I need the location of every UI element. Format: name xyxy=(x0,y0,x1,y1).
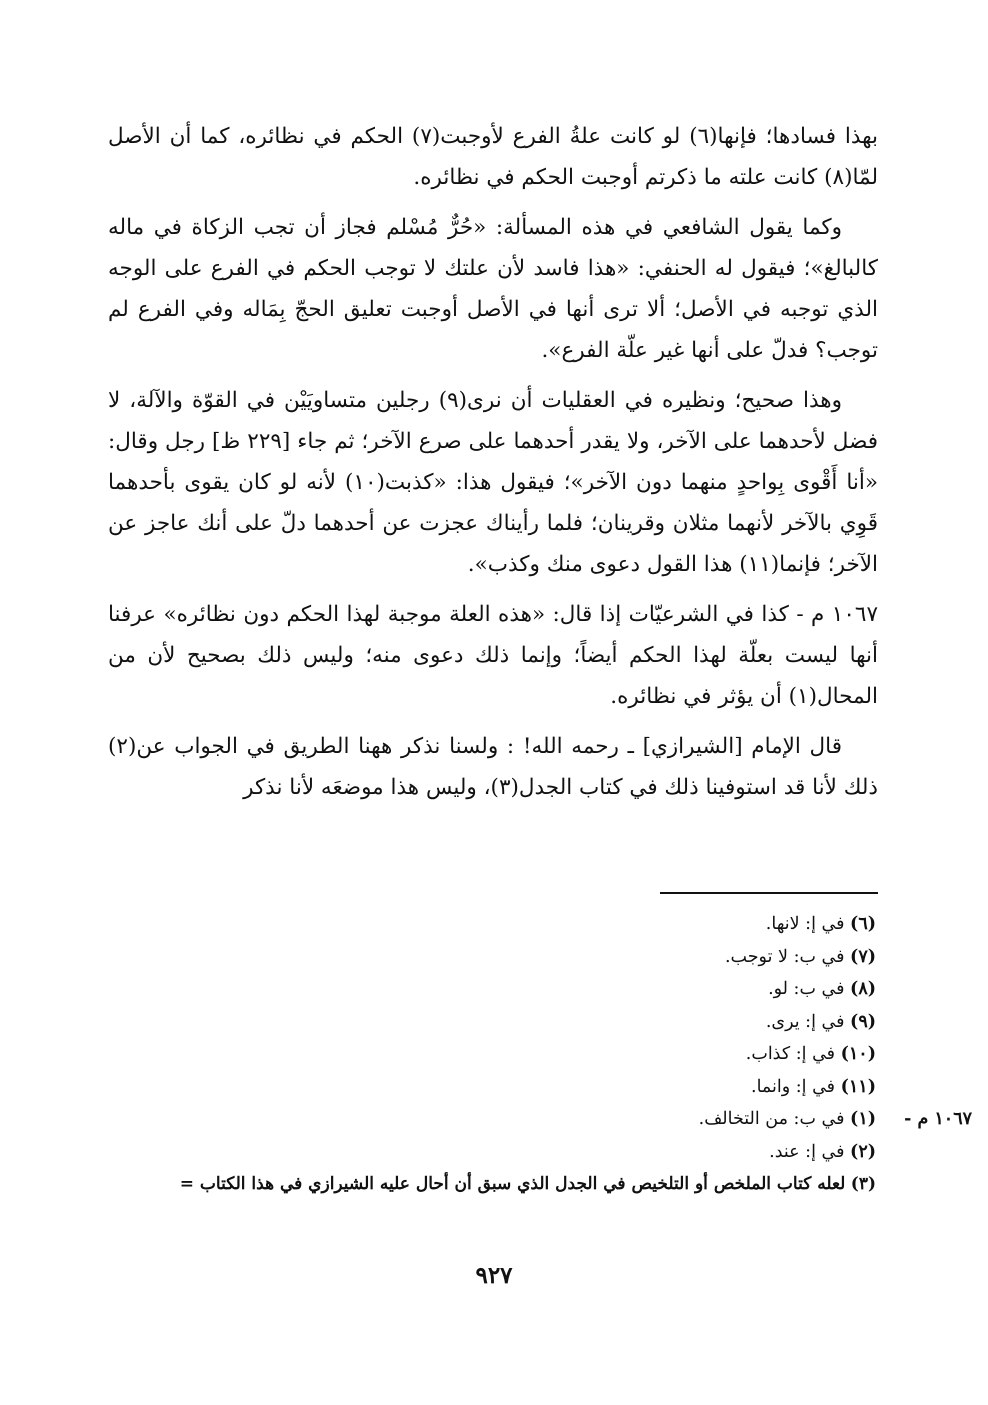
footnote xyxy=(90,941,876,974)
footnote-text: في ب: من التخالف. xyxy=(698,1109,845,1129)
footnote xyxy=(90,1038,876,1071)
footnote-text: في إ: وانما. xyxy=(751,1076,836,1097)
footnote-text: في ب: لو. xyxy=(768,979,845,999)
footnote xyxy=(90,1136,876,1169)
footnote-text: في إ: يرى. xyxy=(765,1011,845,1032)
paragraph-3: وهذا صحيح؛ ونظيره في العقليات أن نرى(٩) رجلين متساويَيْن في القوّة والآلة، لا فضل لأحدهما على الآخر، ولا يقدر أحدهما على صرع الآخر؛ ثم جاء [٢٢٩ ظ] رجل وقال: «أنا أَقْوى بِواحدٍ منهما دون الآخر»؛ فيقول هذا: «كذبت(١٠) لأنه لو كان يقوى بأحدهما قَوِي بالآخر لأنهما مثلان وقرينان؛ فلما رأيناك عجزت عن أحدهما دلّ على أنك عاجز عن الآخر؛ فإنما(١١) هذا القول دعوى منك وكذب». xyxy=(108,388,878,577)
paragraph-5: قال الإمام [الشيرازي] ـ رحمه الله! : ولسنا نذكر ههنا الطريق في الجواب عن(٢) ذلك لأنا قد استوفينا ذلك في كتاب الجدل(٣)، وليس هذا موضعَه لأنا نذكر xyxy=(108,734,878,800)
paragraph-1: بهذا فسادها؛ فإنها(٦) لو كانت علةُ الفرع لأوجبت(٧) الحكم في نظائره، كما أن الأصل لمّا(٨) كانت علته ما ذكرتم أوجبت الحكم في نظائره. xyxy=(108,124,878,190)
paragraph-2: وكما يقول الشافعي في هذه المسألة: «حُرٌّ مُسْلم فجاز أن تجب الزكاة في ماله كالبالغ»؛ فيقول له الحنفي: «هذا فاسد لأن علتك لا توجب الحكم في الفرع على الوجه الذي توجبه في الأصل؛ ألا ترى أنها في الأصل أوجبت تعليق الحجّ بِمَاله وفي الفرع لم توجب؟ فدلّ على أنها غير علّة الفرع». xyxy=(108,215,878,363)
page-number: ٩٢٧ xyxy=(475,1262,513,1289)
footnote xyxy=(90,908,876,941)
footnote-number: (٩) xyxy=(850,1011,876,1032)
footnote-text: في إ: عند. xyxy=(769,1141,845,1162)
footnote-number: (١) xyxy=(850,1109,876,1129)
main-text xyxy=(108,116,878,817)
footnote-number: (٨) xyxy=(850,979,876,999)
footnote-text: في إ: لانها. xyxy=(765,914,845,934)
footnote-number: (٦) xyxy=(850,914,876,934)
footnote-text: لعله كتاب الملخص أو التلخيص في الجدل الذي سبق أن أحال عليه الشيرازي في هذا الكتاب = xyxy=(179,1174,846,1194)
footnote-number: (١٠) xyxy=(840,1044,876,1064)
footnote xyxy=(90,1006,876,1039)
footnote xyxy=(90,1071,876,1104)
footnote xyxy=(90,1103,972,1136)
footnote-number: (١١) xyxy=(840,1076,876,1097)
footnote-separator xyxy=(660,892,878,894)
footnote-number: (٧) xyxy=(850,946,876,967)
paragraph-4: ١٠٦٧ م - كذا في الشرعيّات إذا قال: «هذه العلة موجبة لهذا الحكم دون نظائره» عرفنا أنها ليست بعلّة لهذا الحكم أيضاً؛ وإنما ذلك دعوى منه؛ وليس ذلك بصحيح لأن من المحال(١) أن يؤثر في نظائره. xyxy=(108,602,878,709)
footnote xyxy=(90,1168,876,1201)
footnote xyxy=(90,973,876,1006)
footnote-number: (٢) xyxy=(850,1141,876,1162)
footnote-number: (٣) xyxy=(850,1174,876,1194)
footnote-text: في ب: لا توجب. xyxy=(724,946,845,967)
footnotes xyxy=(90,908,972,1201)
footnote-text: في إ: كذاب. xyxy=(745,1044,836,1064)
section-marker: ١٠٦٧ م - xyxy=(904,1109,972,1129)
